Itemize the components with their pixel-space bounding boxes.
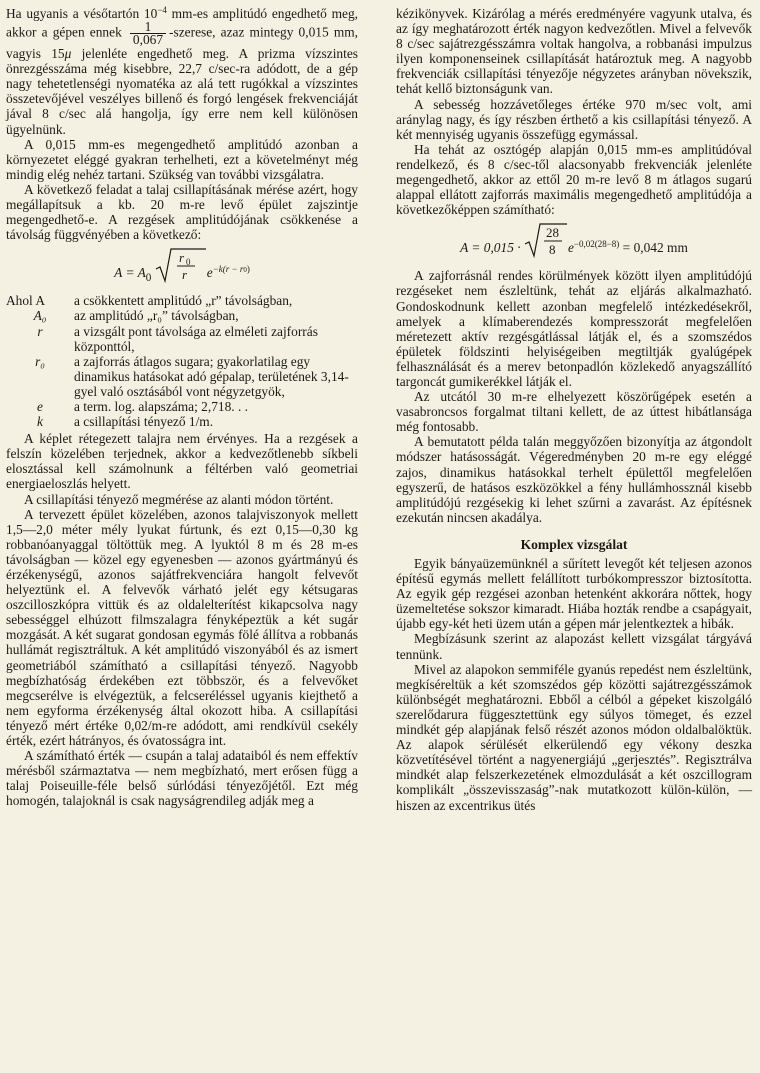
formula-subscript: 0 bbox=[145, 272, 152, 285]
paragraph bbox=[6, 6, 358, 137]
legend-description: az amplitúdó „r₀” távolságban, bbox=[74, 308, 239, 324]
left-column bbox=[6, 6, 358, 809]
paragraph: A zajforrásnál rendes körülmények között ilyen amplitúdójú rezgéseket nem észleltünk, tehát az eljárás alkalmazható. Gondoskodnunk kellett azonban megfelelő intézkedésekről, amelyek a klímaberendezés kompresszorát megfelelően méretezett aktív rezgésgátlással látják el, és a szomszédos épületek földszinti helyiségeiben megtiltják gyalúgépek felhasználását és a merev betonpadlón közlekedő anyagszállító targoncát gumikerékkel látják el. bbox=[396, 268, 752, 389]
formula-exponent-close: ) bbox=[246, 264, 250, 275]
attenuation-formula bbox=[6, 247, 358, 287]
legend-description: a vizsgált pont távolsága az elméleti zajforrás központtól, bbox=[74, 323, 318, 354]
paragraph: Az utcától 30 m-re elhelyezett köszörűgépek esetén a vasabroncsos forgalmat tiltani kellett, de az úttest hibátlansága még fontosabb. bbox=[396, 389, 752, 435]
exponent: −4 bbox=[157, 5, 167, 15]
text: jelenléte engedhető meg. A prizma vízszintes önrezgésszáma még kisebbre, 22,7 c/sec-ra adódott, de a gép nagy tehetetlenségi nyomatéka az alá tett rugókkal a vízszintes összetevőjével veszélyes billenő és forgó lengések frekvenciáját jával 8 c/sec alá hangolja, így erre nem kell különösen ügyelnünk. bbox=[6, 46, 358, 137]
legend-symbol: r bbox=[37, 323, 43, 339]
formula-e: e bbox=[567, 240, 574, 256]
section-heading: Komplex vizsgálat bbox=[520, 536, 628, 552]
formula-rhs: = 0,042 mm bbox=[622, 240, 688, 256]
mu-symbol: μ bbox=[64, 46, 72, 62]
paragraph: A következő feladat a talaj csillapításának mérése azért, hogy megállapítsuk a kb. 20 m-re levő épület zajszintje megengedhető-e. A rezgések amplitúdójának csökkenése a távolság függvényében a következő: bbox=[6, 181, 358, 243]
formula-exponent: −k(r − r bbox=[212, 264, 244, 275]
formula-lhs: A = A bbox=[114, 265, 146, 281]
formula-numerator: 28 bbox=[545, 225, 559, 241]
fraction bbox=[130, 21, 166, 46]
paragraph: A bemutatott példa talán meggyőzően bizonyítja az átgondolt módszer hatásosságát. Végeredményben 20 m-re egy eléggé zajos, dinamikus hatásokkal terhelt épülettől megfelelően egyszerű, de hatásos eszközökkel a fény hullámhossznál kisebb amplitúdójú rezgésekig ki lehet szűrni a zavarást. Az építésnek ezekután nincsen akadálya. bbox=[396, 434, 752, 525]
paragraph: Egyik bányaüzemünknél a sűrített levegőt két teljesen azonos építésű egymás mellett felállított turbókompresszor biztosította. Az egyik gép rezgései azonban hetenként akkorára nőttek, hogy üzemeltetése sokszor kimaradt. Hiába hozták rendbe a csapágyait, újabb egy-két heti üzem után a gépen már jelentkeztek a hibák. bbox=[396, 556, 752, 632]
legend-description: a csökkentett amplitúdó „r” távolságban, bbox=[74, 293, 293, 309]
legend-description: a csillapítási tényező 1/m. bbox=[74, 414, 214, 430]
legend-symbol: e bbox=[37, 398, 43, 414]
amplitude-formula bbox=[396, 222, 752, 262]
paragraph: A tervezett épület közelében, azonos talajviszonyok mellett 1,5—2,0 méter mély lyukat fúrtunk, és ezt 0,15—0,30 kg robbanóanyaggal töltöttük meg. A lyuktól 8 m és 28 m-es távolságban — közel egy egyenesben — azonos gyártmányú és érzékenységű, azonos sajátfrekvenciára hangolt felvevőt helyeztünk el. A felvevők várható jelét egy kétsugaras oszcilloszkópra vittük és az oldalelterítést kikapcsolva nagy sebességgel elhúzott filmszalagra fényképeztük a két sugár mozgását. A két sugarat gondosan egymás fölé állítva a robbanás hullámát regisztráltuk. A két amplitúdó viszonyából és az ismert geometriából számítható a csillapítási tényező. Nagyobb megbízhatóság érdekében ezt többször, és a felvevőket megcserélve is elvégeztük, a felcseréléssel ugyanis kiejthető a nem egyforma érzékenység által okozott hiba. A csillapítási tényező mért értéke 0,02/m-re adódott, ami rendkívül csekély érték, ezért hátrányos, és óvatosságra int. bbox=[6, 506, 358, 749]
formula-r0-subscript: 0 bbox=[185, 257, 191, 268]
legend-symbol: k bbox=[37, 414, 43, 430]
formula-e: e bbox=[206, 265, 213, 281]
paragraph: A számítható érték — csupán a talaj adataiból és nem effektív mérésből származtatva — nem megbízható, mert erősen függ a talaj Poiseuille-féle belső súrlódási tényezőjétől. Ezt még homogén, talajoknál is csak nagyságrendileg adják meg a bbox=[6, 748, 358, 809]
paragraph: A sebesség hozzávetőleges értéke 970 m/sec volt, ami aránylag nagy, és így részben érthető a kis csillapítási tényező. A két mennyiség ugyanis összefügg egymással. bbox=[396, 96, 752, 142]
paragraph: kézikönyvek. Kizárólag a mérés eredményére vagyunk utalva, és az így meghatározott érték nagyon kedvezőtlen. Mivel a felvevők 8 c/sec sajátrezgésszámra voltak hangolva, a robbanási impulzus ilyen komponenseinek csillapítását határoztuk meg. A nagyobb frekvenciák csillapítási tényezője négyzetes arányban növekszik, tehát kellő biztonságunk van. bbox=[396, 6, 752, 97]
legend-description: a term. log. alapszáma; 2,718. . . bbox=[74, 398, 249, 414]
text: Ha ugyanis a vésőtartón 10 bbox=[6, 6, 158, 21]
legend-symbol: r₀ bbox=[35, 353, 45, 369]
formula-r0: r bbox=[178, 250, 184, 266]
paragraph: A 0,015 mm-es megengedhető amplitúdó azonban a környezetet eléggé gyakran terhelheti, ezt a követelményt még mindig elég nehéz tartani. Szükség van további vizsgálatra. bbox=[6, 136, 358, 182]
paragraph: Ha tehát az osztógép alapján 0,015 mm-es amplitúdóval rendelkező, és 8 c/sec-től alacsonyabb frekvenciák jelenléte megengedhető, akkor az ettől 20 m-re levő 8 m átlagos sugarú alappal ellátott zajforrás maximális megengedhető amplitúdója a következőképpen számítható: bbox=[396, 141, 752, 218]
text: mm-es amplitúdó engedhető meg, akkor a gépen ennek bbox=[6, 6, 358, 40]
paragraph: A csillapítási tényező megmérése az alanti módon történt. bbox=[24, 491, 334, 507]
right-column bbox=[396, 6, 752, 813]
paragraph: A képlet rétegezett talajra nem érvényes. Ha a rezgések a felszín közelében terjednek, akkor a kedvezőtlenebb síkbeli elosztással kell számolnunk a féltérben való geometriai energiaeloszlás helyett. bbox=[6, 431, 358, 492]
legend-symbol: A₀ bbox=[33, 308, 47, 324]
formula-r: r bbox=[181, 267, 187, 283]
legend-description: a zajforrás átlagos sugara; gyakorlatilag egy dinamikus hatásokat adó gépalap, területének 3,14-gyel való osztásából vont négyzetgyök, bbox=[74, 353, 349, 399]
formula-denominator: 8 bbox=[548, 242, 556, 258]
legend-symbol: Ahol A bbox=[6, 293, 46, 309]
paragraph: Mivel az alapokon semmiféle gyanús repedést nem észleltünk, megkíséreltük a két szomszédos gép közötti sajátrezgésszámok különbségét meghatározni. Ebből a célból a gépeket kiszolgáló szerelődarura függesztettünk egy súlyos tömeget, és ezzel mindkét gép alapjának felső részét azonos módon oldalbalöktük. Az alapok sérülését elkerülendő egy vékony deszka közvetítésével történt a nagyenergiájú „gerjesztés”. Regisztrálva mindkét alap felszerkezetének elmozdulását a két oszcillogram komplikált „összevisszaság”-nak mutatkozott külön-külön, — hiszen az excentrikus ütés bbox=[396, 661, 752, 813]
symbol-legend bbox=[6, 293, 358, 429]
paragraph: Megbízásunk szerint az alapozást kellett vizsgálat tárgyává tennünk. bbox=[396, 631, 752, 662]
fraction-numerator: 1 bbox=[130, 21, 166, 34]
fraction-denominator: 0,067 bbox=[132, 32, 164, 48]
formula-lhs: A = 0,015 · bbox=[460, 240, 521, 256]
formula-exponent-subscript: 0 bbox=[243, 266, 247, 275]
text: -szerese, azaz mintegy 0,015 mm, vagyis 15 bbox=[6, 24, 358, 62]
formula-exponent: −0,02(28−8) bbox=[573, 239, 620, 250]
